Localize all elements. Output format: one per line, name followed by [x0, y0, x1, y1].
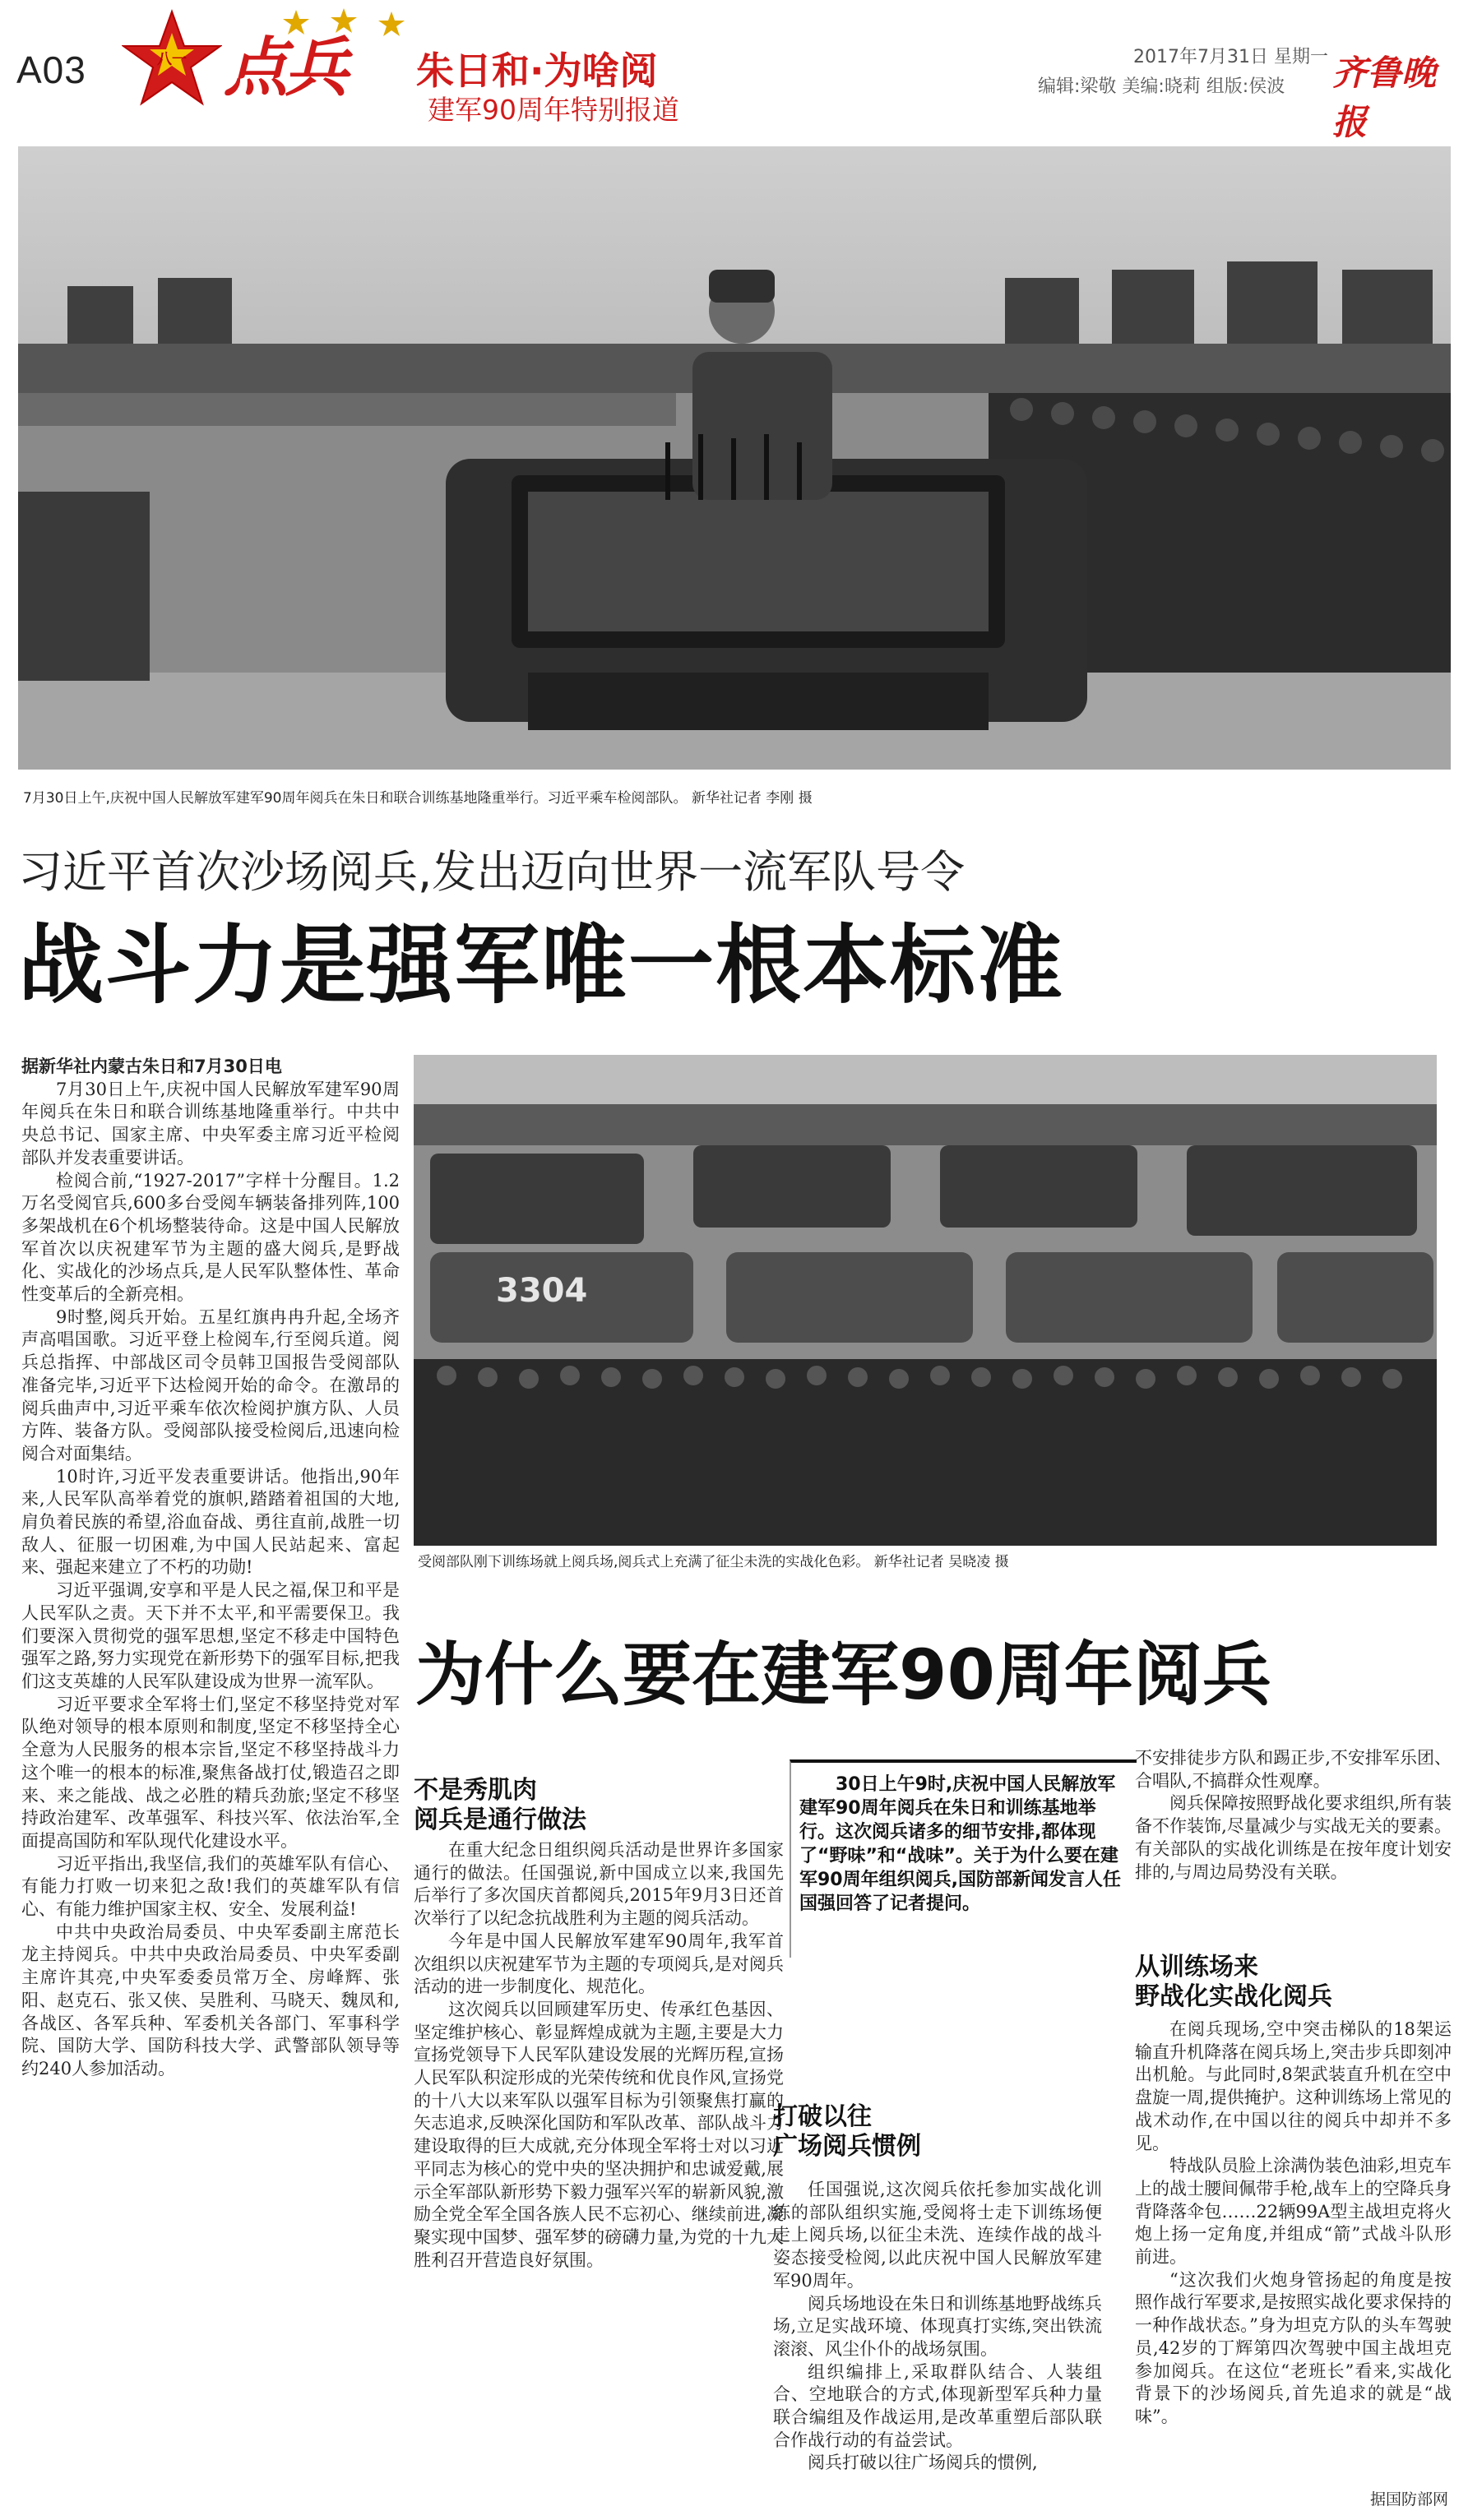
- paragraph: 阅兵场地设在朱日和训练基地野战练兵场,立足实战环境、体现真打实练,突出铁流滚滚、风尘仆仆的战场氛围。: [773, 2293, 1102, 2359]
- review-vehicle-illustration: [18, 146, 1451, 770]
- paragraph: 今年是中国人民解放军建军90周年,我军首次组织以庆祝建军节为主题的专项阅兵,是对阅兵活动的进一步制度化、规范化。: [414, 1930, 784, 1997]
- subhead-line: 打破以往: [773, 2102, 872, 2131]
- photo1-caption: 7月30日上午,庆祝中国人民解放军建军90周年阅兵在朱日和联合训练基地隆重举行。习近平乘车检阅部队。 新华社记者 李刚 摄: [23, 790, 813, 807]
- paragraph: 10时许,习近平发表重要讲话。他指出,90年来,人民军队高举着党的旗帜,踏踏着祖国的大地,肩负着民族的希望,浴血奋战、勇往直前,战胜一切敌人、征服一切困难,为中国人民站起来、富起来、强起来建立了不朽的功勋!: [21, 1466, 400, 1578]
- subhead-line: 广场阅兵惯例: [773, 2132, 921, 2161]
- paragraph: 特战队员脸上涂满伪装色油彩,坦克车上的战士腰间佩带手枪,战车上的空降兵身背降落伞包……22辆99A型主战坦克将火炮上扬一定角度,并组成“箭”式战斗队形前进。: [1135, 2156, 1452, 2268]
- subhead-break-convention: [773, 2102, 921, 2162]
- subhead-line: 野战化实战化阅兵: [1135, 1982, 1332, 2011]
- editor-credits: 编辑:梁敬 美编:晓莉 组版:侯波: [1038, 76, 1285, 97]
- photo2-caption: 受阅部队刚下训练场就上阅兵场,阅兵式上充满了征尘未洗的实战化色彩。 新华社记者 吴晓凌 摄: [418, 1554, 1009, 1570]
- intro-box: [790, 1759, 1137, 1958]
- issue-date: 2017年7月31日 星期一: [1133, 47, 1328, 67]
- main-headline: 战斗力是强军唯一根本标准: [18, 915, 1065, 1015]
- section3-body: [1135, 2018, 1452, 2487]
- section2-continued: [1135, 1747, 1452, 1944]
- paragraph: 在重大纪念日组织阅兵活动是世界许多国家通行的做法。任国强说,新中国成立以来,我国先后举行了多次国庆首都阅兵,2015年9月3日还首次举行了以纪念抗战胜利为主题的阅兵活动。: [414, 1840, 784, 1929]
- paragraph: 习近平强调,安享和平是人民之福,保卫和平是人民军队之责。天下并不太平,和平需要保卫。我们要深入贯彻党的强军思想,坚定不移走中国特色强军之路,努力实现党在新形势下的强军目标,把我们这支英雄的人民军队建设成为世界一流军队。: [21, 1580, 400, 1691]
- subhead-not-muscle-flexing: [414, 1776, 586, 1835]
- column-title: 点兵: [224, 30, 346, 105]
- tank-formation-illustration: [414, 1055, 1437, 1546]
- parade-review-photo: [18, 146, 1451, 770]
- subhead-line: 从训练场来: [1135, 1953, 1258, 1981]
- paragraph: 阅兵打破以往广场阅兵的惯例,: [808, 2453, 1038, 2473]
- source-credit: 据国防部网: [1369, 2490, 1448, 2508]
- section1-body: [414, 1839, 784, 2497]
- intro-text: 30日上午9时,庆祝中国人民解放军建军90周年阅兵在朱日和训练基地举行。这次阅兵诸多的细节安排,都体现了“野味”和“战味”。关于为什么要在建军90周年组织阅兵,国防部新闻发言人任国强回答了记者提问。: [799, 1774, 1121, 1914]
- paragraph: “这次我们火炮身管扬起的角度是按照作战行军要求,是按照实战化要求保持的一种作战状态。”身为坦克方队的头车驾驶员,42岁的丁辉第四次驾驶中国主战坦克参加阅兵。在这位“老班长”看来,实战化背景下的沙场阅兵,首先追求的就是“战味”。: [1135, 2269, 1452, 2426]
- newspaper-masthead: 齐鲁晚报: [1332, 53, 1437, 142]
- tank-formation-photo: [414, 1055, 1437, 1546]
- paragraph: 习近平指出,我坚信,我们的英雄军队有信心、有能力打败一切来犯之敌!我们的英雄军队有信心、有能力维护国家主权、安全、发展利益!: [21, 1853, 400, 1920]
- headline-kicker: 习近平首次沙场阅兵,发出迈向世界一流军队号令: [18, 846, 966, 898]
- section-headline: 为什么要在建军90周年阅兵: [415, 1635, 1271, 1715]
- paragraph: 这次阅兵以回顾建军历史、传承红色基因、坚定维护核心、彰显辉煌成就为主题,主要是大力宣扬党领导下人民军队建设发展的光辉历程,宣扬人民军队积淀形成的光荣传统和优良作风,宣扬党的十八大以来军队以强军目标为引领聚焦打赢的矢志追求,反映深化国防和军队改革、部队战斗力建设取得的巨大成就,充分体现全军将士对以习近平同志为核心的党中央的坚决拥护和忠诚爱戴,展示全军部队新形势下毅力强军兴军的崭新风貌,激励全党全军全国各族人民不忘初心、继续前进,凝聚实现中国梦、强军梦的磅礴力量,为党的十九大胜利召开营造良好氛围。: [414, 1999, 784, 2270]
- section2-body: [773, 2179, 1102, 2499]
- subhead-line: 阅兵是通行做法: [414, 1806, 586, 1834]
- subhead-line: 不是秀肌肉: [414, 1776, 537, 1805]
- column-name: 朱日和·为啥阅: [416, 49, 658, 93]
- paragraph: 检阅合前,“1927-2017”字样十分醒目。1.2万名受阅官兵,600多台受阅车辆装备排列阵,100多架战机在6个机场整装待命。这是中国人民解放军首次以庆祝建军节为主题的盛大阅兵,是野战化、实战化的沙场点兵,是人民军队整体性、革命性变革后的全新亮相。: [21, 1170, 400, 1305]
- emblem-text: 八一: [157, 51, 187, 68]
- dateline: 据新华社内蒙古朱日和7月30日电: [21, 1057, 282, 1076]
- bayi-star-emblem-icon: [122, 8, 222, 115]
- paragraph: 中共中央政治局委员、中央军委副主席范长龙主持阅兵。中共中央政治局委员、中央军委副主席许其亮,中央军委委员常万全、房峰辉、张阳、赵克石、张又侠、吴胜利、马晓天、魏凤和,各战区、各军兵种、军委机关各部门、军事科学院、国防大学、国防科技大学、武警部队领导等约240人参加活动。: [21, 1921, 400, 2078]
- paragraph: 组织编排上,采取群队结合、人装组合、空地联合的方式,体现新型军兵种力量联合编组及作战运用,是改革重塑后部队联合作战行动的有益尝试。: [773, 2361, 1102, 2450]
- lead-article-body: [21, 1056, 400, 2503]
- subhead-field-combat: [1135, 1953, 1332, 2012]
- paragraph: 阅兵保障按照野战化要求组织,所有装备不作装饰,尽量减少与实战无关的要素。有关部队的实战化训练是在按年度计划安排的,与周边局势没有关联。: [1135, 1793, 1452, 1882]
- paragraph: 在阅兵现场,空中突击梯队的18架运输直升机降落在阅兵场上,突击步兵即刻冲出机舱。与此同时,8架武装直升机在空中盘旋一周,提供掩护。这种训练场上常见的战术动作,在中国以往的阅兵中却并不多见。: [1135, 2019, 1452, 2153]
- tank-number: 3304: [496, 1272, 588, 1310]
- page-number: A03: [16, 49, 86, 91]
- paragraph: 习近平要求全军将士们,坚定不移坚持党对军队绝对领导的根本原则和制度,坚定不移坚持全心全意为人民服务的根本宗旨,坚定不移坚持战斗力这个唯一的根本的标准,聚焦备战打仗,锻造召之即来、来之能战、战之必胜的精兵劲旅;坚定不移坚持政治建军、改革强军、科技兴军、依法治军,全面提高国防和军队现代化建设水平。: [21, 1694, 400, 1851]
- paragraph: 任国强说,这次阅兵依托参加实战化训练的部队组织实施,受阅将士走下训练场便走上阅兵场,以征尘未洗、连续作战的战斗姿态接受检阅,以此庆祝中国人民解放军建军90周年。: [773, 2180, 1102, 2291]
- paragraph: 9时整,阅兵开始。五星红旗冉冉升起,全场齐声高唱国歌。习近平登上检阅车,行至阅兵道。阅兵总指挥、中部战区司令员韩卫国报告受阅部队准备完毕,习近平下达检阅开始的命令。在激昂的阅兵曲声中,习近平乘车依次检阅护旗方队、人员方阵、装备方队。受阅部队接受检阅后,迅速向检阅合对面集结。: [21, 1306, 400, 1463]
- paragraph: 不安排徒步方队和踢正步,不安排军乐团、合唱队,不搞群众性观摩。: [1135, 1748, 1452, 1791]
- special-report-subtitle: 建军90周年特别报道: [428, 94, 679, 126]
- paragraph: 7月30日上午,庆祝中国人民解放军建军90周年阅兵在朱日和联合训练基地隆重举行。中共中央总书记、国家主席、中央军委主席习近平检阅部队并发表重要讲话。: [21, 1079, 400, 1168]
